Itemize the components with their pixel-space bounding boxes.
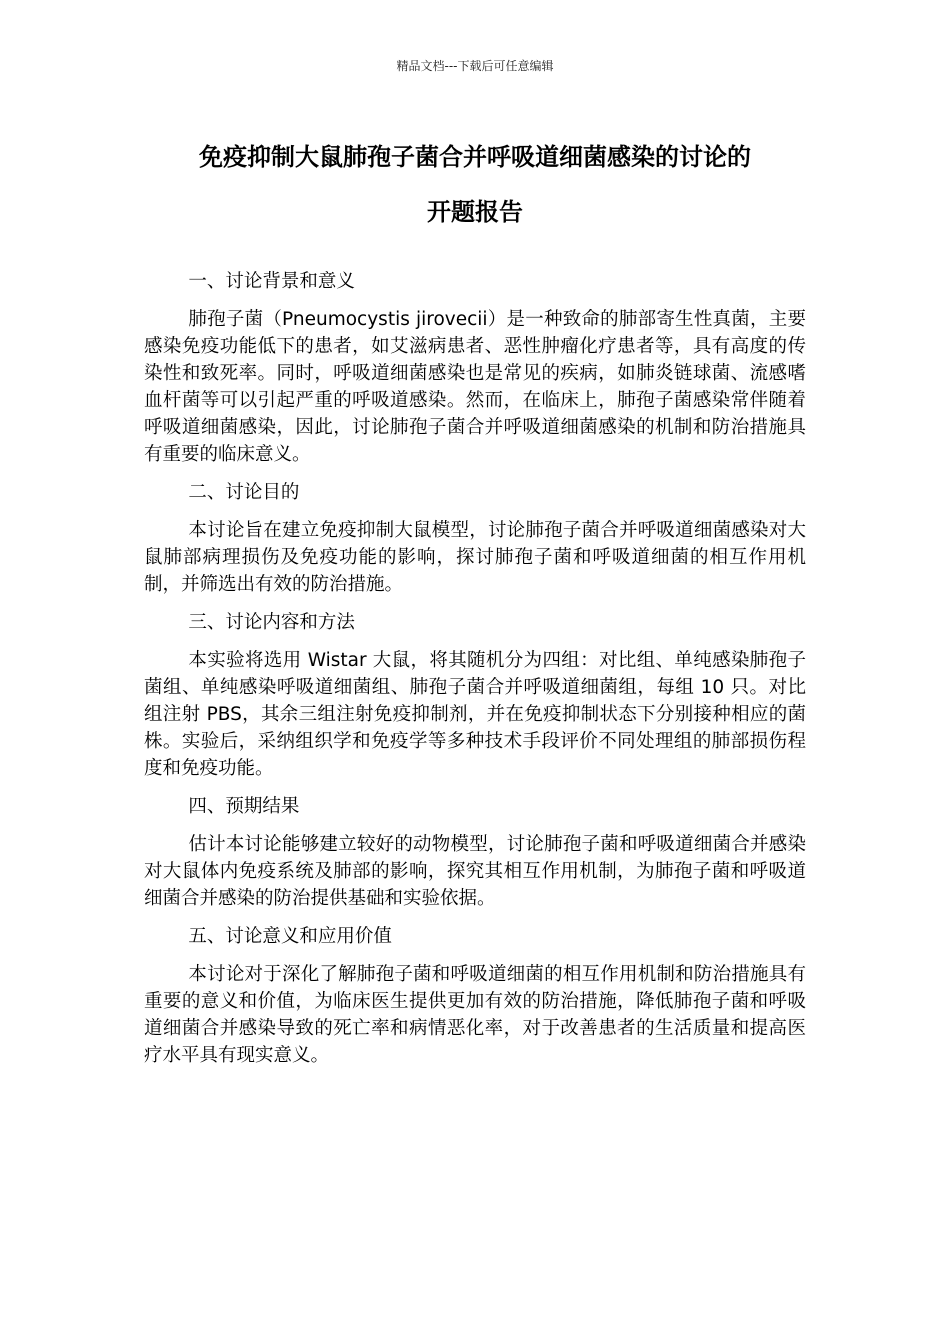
section-heading: 一、讨论背景和意义	[188, 271, 355, 292]
section-expected-results	[144, 793, 806, 912]
title-line-2: 开题报告	[427, 198, 523, 226]
section-methods	[144, 609, 806, 782]
section-paragraph: 估计本讨论能够建立较好的动物模型，讨论肺孢子菌和呼吸道细菌合并感染对大鼠体内免疫系统及肺部的影响，探究其相互作用机制，为肺孢子菌和呼吸道细菌合并感染的防治提供基础和实验依据。	[144, 834, 806, 909]
section-background	[144, 268, 806, 468]
section-purpose	[144, 479, 806, 598]
section-heading: 三、讨论内容和方法	[188, 612, 355, 633]
section-paragraph: 本讨论旨在建立免疫抑制大鼠模型，讨论肺孢子菌合并呼吸道细菌感染对大鼠肺部病理损伤及免疫功能的影响，探讨肺孢子菌和呼吸道细菌的相互作用机制，并筛选出有效的防治措施。	[144, 520, 806, 595]
section-paragraph: 本讨论对于深化了解肺孢子菌和呼吸道细菌的相互作用机制和防治措施具有重要的意义和价值，为临床医生提供更加有效的防治措施，降低肺孢子菌和呼吸道细菌合并感染导致的死亡率和病情恶化率，对于改善患者的生活质量和提高医疗水平具有现实意义。	[144, 964, 806, 1066]
section-paragraph: 肺孢子菌（Pneumocystis jirovecii）是一种致命的肺部寄生性真菌，主要感染免疫功能低下的患者，如艾滋病患者、恶性肿瘤化疗患者等，具有高度的传染性和致死率。同时，呼吸道细菌感染也是常见的疾病，如肺炎链球菌、流感嗜血杆菌等可以引起严重的呼吸道感染。然而，在临床上，肺孢子菌感染常伴随着呼吸道细菌感染，因此，讨论肺孢子菌合并呼吸道细菌感染的机制和防治措施具有重要的临床意义。	[144, 309, 806, 465]
page-header: 精品文档---下载后可任意编辑	[396, 59, 554, 73]
section-heading: 五、讨论意义和应用价值	[188, 926, 392, 947]
document-body	[144, 268, 806, 1080]
document-title	[130, 130, 820, 240]
section-heading: 四、预期结果	[188, 796, 300, 817]
title-line-1: 免疫抑制大鼠肺孢子菌合并呼吸道细菌感染的讨论的	[199, 143, 751, 171]
section-paragraph: 本实验将选用 Wistar 大鼠，将其随机分为四组：对比组、单纯感染肺孢子菌组、单纯感染呼吸道细菌组、肺孢子菌合并呼吸道细菌组，每组 10 只。对比组注射 PBS，其余三组注射免疫抑制剂，并在免疫抑制状态下分别接种相应的菌株。实验后，采纳组织学和免疫学等多种技术手段评价不同处理组的肺部损伤程度和免疫功能。	[144, 650, 806, 779]
section-heading: 二、讨论目的	[188, 482, 300, 503]
section-significance	[144, 923, 806, 1069]
